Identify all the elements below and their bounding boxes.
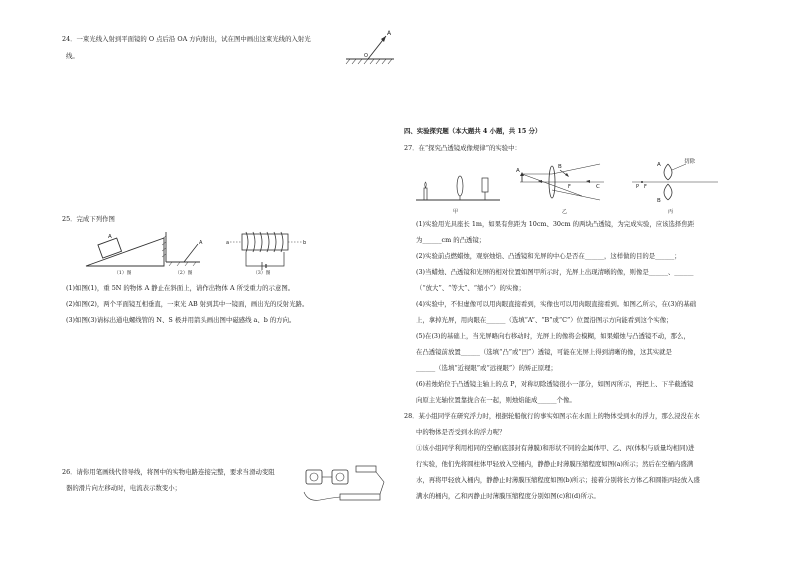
q27-bing-label-p: P [636,184,640,190]
battery-icon [356,466,376,472]
q25-fig-caption-3: （3）图 [253,271,271,276]
q27-line: (1)实验用光具座长 1m，如果有焦距为 10cm、30cm 的两块凸透镜，为完成实验，应该选择焦距 [416,220,695,228]
q25-title: 25．完成下列作图 [62,215,115,223]
q25-item-3: (3)如图(3)请标出通电螺线管的 N、S 极并用箭头画出图中磁感线 a、b 的方向。 [66,316,296,324]
q27-line: 在凸透镜前放置______（选填“凸”或“凹”）透镜，可能在光屏上得到清晰的像，这其实就是 [416,348,672,356]
q26-text-line2: 器的滑片向左移动时，电流表示数变小； [66,484,182,492]
q27-line: (6)若烛焰位于凸透镜主轴上的点 P，对称切除透镜很小一部分，如图丙所示，再把上、下半截透镜 [416,380,694,388]
q25-fig1-label-a: A [108,234,112,240]
q27-bing-label-cut: 切除 [684,159,696,165]
q27-yi-label-b: B [558,164,562,170]
q27-caption-bing: 丙 [668,209,674,215]
q27-figure-bing [628,158,720,206]
q24-label-a: A [387,30,392,37]
q24-text-line1: 24．一束光线入射到平面镜的 O 点后沿 OA 方向射出，试在图中画出这束光线的入射光 [62,35,311,43]
q27-figure-jia [416,156,500,212]
q27-caption-jia: 甲 [453,209,459,215]
q27-yi-label-c: C [596,184,600,190]
rheostat-icon [340,494,380,500]
q24-label-o: O [364,53,368,59]
q27-bing-label-a: A [657,162,661,168]
q26-circuit-figure [300,462,392,508]
q25-fig3-label-a: a [226,240,230,246]
q27-yi-label-a: A [516,168,520,174]
q27-line: 为______cm 的凸透镜； [416,236,486,244]
q27-line: (5)在(3)的基础上，当光屏略向右移动时，光屏上的像将会模糊，如果蜡烛与凸透镜不动，那么， [416,332,690,340]
q25-figure-3-solenoid [226,226,306,274]
q27-bing-label-f: F [644,184,647,190]
q27-line: (4)实验中，不但虚像可以用肉眼直接看到，实像也可以用肉眼直接看到。如图乙所示，在(3)的基础 [416,300,697,308]
q28-line: ①该小组同学利用相同的空桶(底部封有薄膜)和形状不同的金属体甲、乙、丙(体积与质量均相同)进 [416,444,695,452]
q28-line: 中的物体是否受到水的浮力呢？ [416,428,506,436]
q25-fig2-label-a: A [199,240,203,246]
q27-line: 上，拿掉光屏，用肉眼在______（选填“A”、“B”或“C”）位置沿图示方向能看到这个实像； [416,316,673,324]
q25-item-2: (2)如图(2)，两个平面镜互相垂直，一束光 AB 射到其中一镜面，画出光的反射光路。 [66,300,309,308]
ammeter-icon [306,470,322,484]
q27-line: 向原主光轴位置靠拢合在一起，则烛焰能成______个像。 [416,396,576,404]
q27-line: （“放大”、“等大”、“缩小”）的实像； [416,284,526,292]
section-heading-4: 四、实验探究题（本大题共 4 小题，共 15 分） [404,127,542,135]
screen-icon [482,178,488,192]
q27-title: 27．在“探究凸透镜成像规律”的实验中： [404,144,521,152]
q26-text-line1: 26．请你用笔画线代替导线，将图中的实物电路连接完整，要求当滑动变阻 [62,468,275,476]
q25-fig-caption-2: （2）图 [175,271,193,276]
q24-mirror-figure [340,28,400,68]
q25-item-1: (1)如图(1)，重 5N 的物体 A 静止在斜面上，请作出物体 A 所受重力的示意图。 [66,284,295,292]
q25-fig-caption-1: （1）图 [114,271,132,276]
q27-line: ______（选填“近视眼”或“远视眼”）的矫正原理； [416,364,557,372]
q27-line: (3)当蜡烛、凸透镜和光屏的相对位置如图甲所示时，光屏上出现清晰的像，则像是______、______ [416,268,694,276]
q27-bing-label-b: B [657,198,661,204]
q28-line: 28．某小组同学在研究浮力时，根据轮船航行的事实如图示在水面上的物体受到水的浮力，那么浸没在水 [404,412,700,420]
candle-icon [424,188,427,200]
q28-line: 满水的桶内，乙和丙静止时薄膜压缩程度分别如图(c)和(d)所示。 [416,492,600,500]
q28-line: 行实验，他们先将圆柱体甲轻放入空桶内，静静止时薄膜压缩程度如图(a)所示；然后在空桶内盛满 [416,460,694,468]
q27-caption-yi: 乙 [562,209,568,215]
q25-fig3-label-b: b [303,240,307,246]
q25-figure-2-mirrors [158,228,208,272]
q27-figure-yi [512,160,606,204]
q24-text-line2: 线。 [66,52,79,60]
q27-yi-label-f: F [568,184,571,190]
lens-icon [457,176,463,196]
q28-line: 水，再将甲轻放入桶内，静静止时薄膜压缩程度如图(b)所示；接着分别将长方体乙和圆锥丙轻放入盛 [416,476,700,484]
voltmeter-icon [332,470,348,484]
q27-line: (2)实验前点燃蜡烛，观察烛焰、凸透镜和光屏的中心是否在______，这样做的目的是______； [416,252,681,260]
